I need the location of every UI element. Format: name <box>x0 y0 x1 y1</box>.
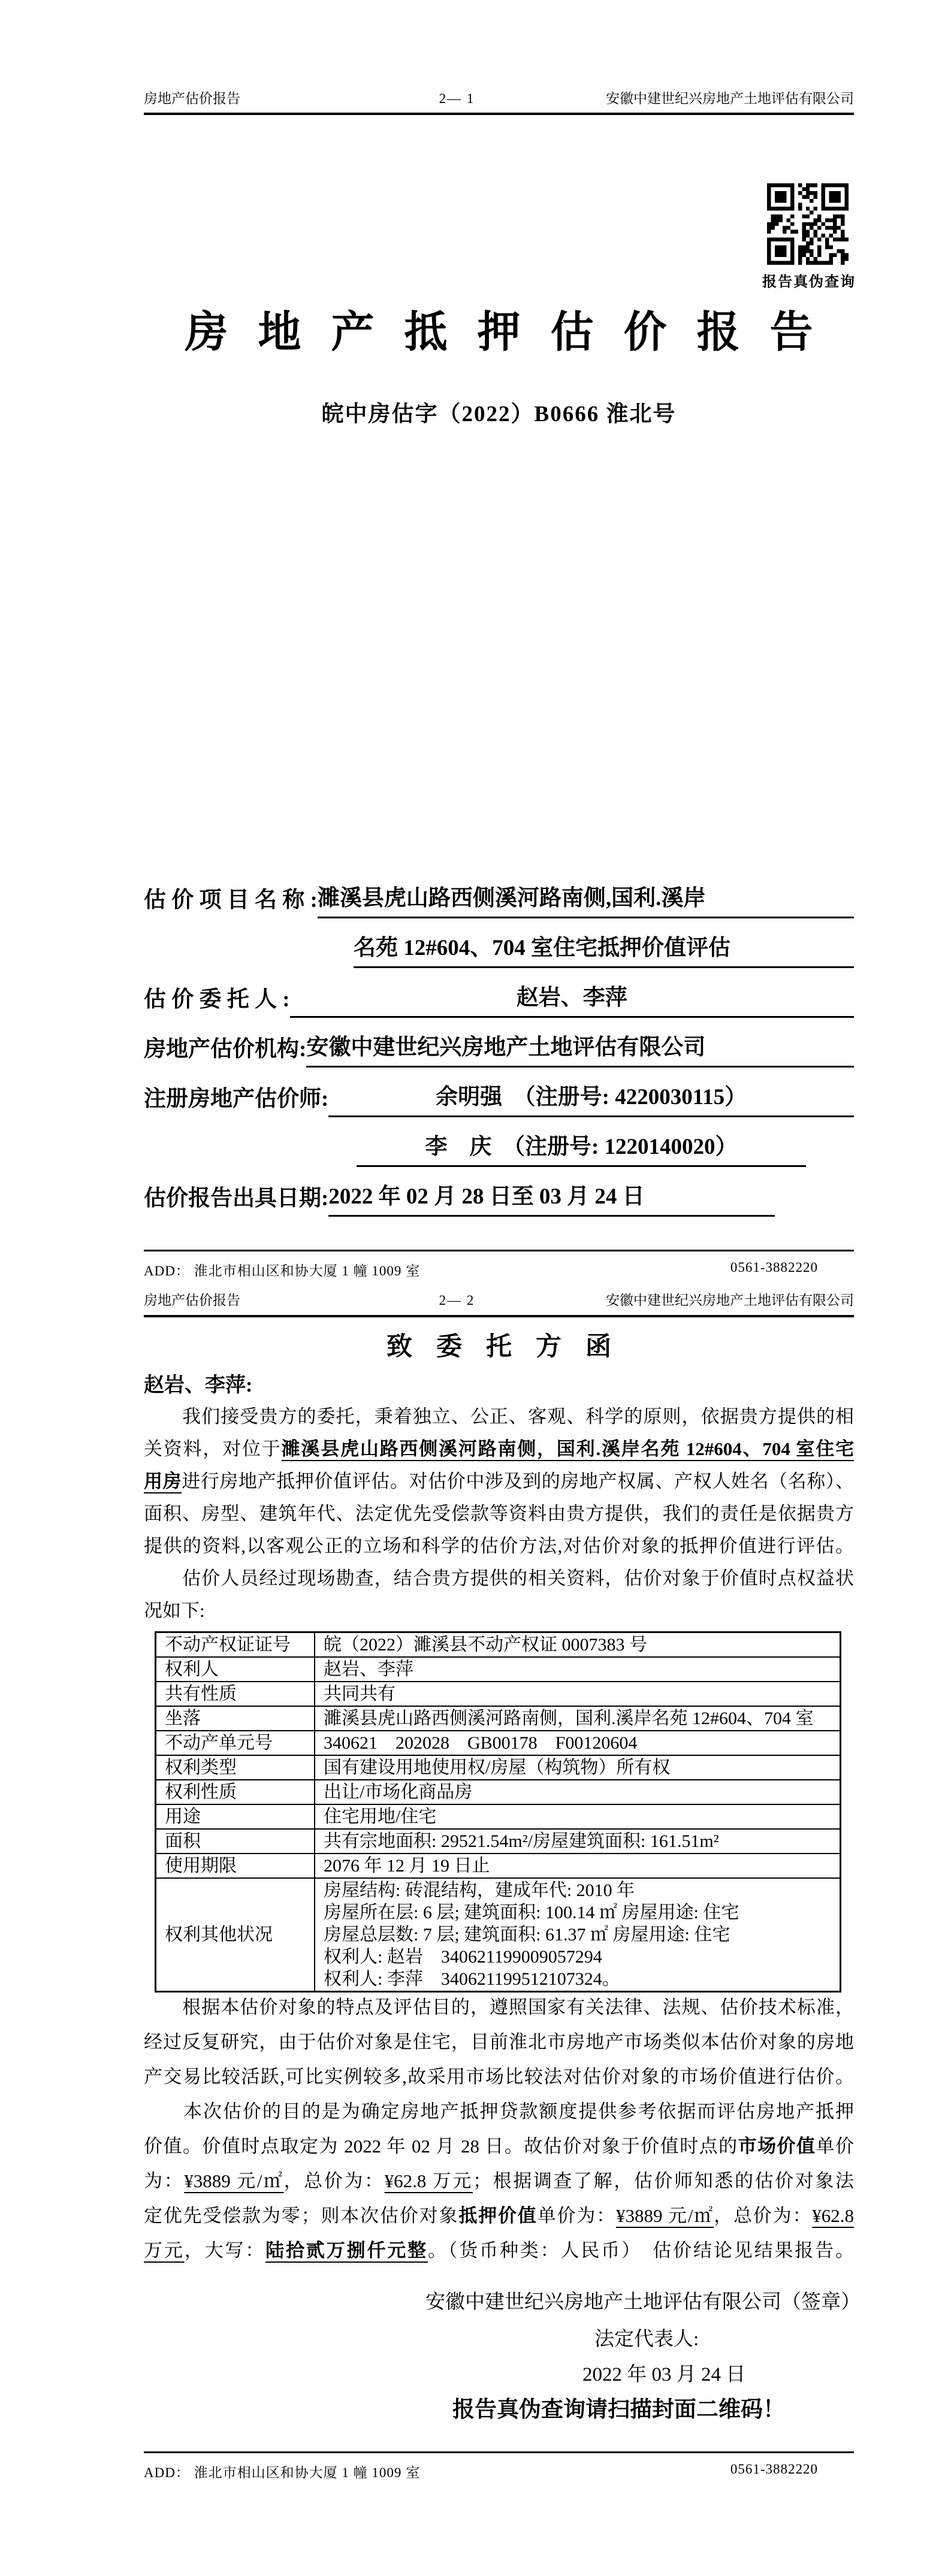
form-label: 估 价 项 目 名 称 : <box>144 888 318 912</box>
text-segment: ¥62.8 <box>812 2205 855 2226</box>
table-row <box>156 1829 841 1854</box>
text-segment: 产交易比较活跃,可比实例较多,故采用市场比较法对估价对象的市场价值进行估价。 <box>144 2066 854 2087</box>
text-line <box>144 1990 854 2025</box>
header-divider-rule <box>144 113 854 115</box>
table-label-cell: 权利其他状况 <box>156 1878 315 1992</box>
table-label-cell: 不动产权证证号 <box>156 1632 315 1658</box>
text-segment: 单价为： <box>537 2205 616 2226</box>
text-line <box>144 1562 854 1595</box>
header-doc-type: 房地产估价报告 <box>144 91 240 106</box>
text-segment: ，总价为： <box>714 2205 813 2226</box>
form-value: 余明强 （注册号: 4220030115） <box>328 1078 854 1117</box>
form-value: 濉溪县虎山路西侧溪河路南侧,国利.溪岸 <box>318 879 854 918</box>
text-segment: 经过反复研究，由于估价对象是住宅，目前淮北市房地产市场类似本估价对象的房地 <box>144 2031 854 2052</box>
table-row <box>156 1632 841 1658</box>
footer-divider-rule <box>144 1250 854 1251</box>
table-label-cell: 权利性质 <box>156 1780 315 1804</box>
text-segment: ，大写： <box>184 2240 266 2261</box>
text-line <box>144 2129 854 2164</box>
text-segment: ¥62.8 万元 <box>384 2170 473 2191</box>
form-row <box>144 968 854 1018</box>
text-segment: 市场价值 <box>738 2136 816 2157</box>
table-row <box>156 1780 841 1804</box>
table-value-cell: 皖（2022）濉溪县不动产权证 0007383 号 <box>315 1632 841 1658</box>
form-value: 安徽中建世纪兴房地产土地评估有限公司 <box>306 1029 854 1068</box>
table-value-cell: 340621 202028 GB00178 F00120604 <box>315 1731 841 1755</box>
form-value: 2022 年 02 月 28 日至 03 月 24 日 <box>328 1178 775 1217</box>
text-line <box>144 2199 854 2233</box>
text-segment: 提供的资料,以客观公正的立场和科学的估价方法,对估价对象的抵押价值进行评估。 <box>144 1535 854 1556</box>
footer-divider-rule <box>144 2451 854 2453</box>
page2-footer <box>144 2451 854 2481</box>
page1-footer <box>144 1250 854 1280</box>
header-page-number: 2— 1 <box>439 91 475 106</box>
letter-paragraph-1 <box>144 1401 854 1627</box>
table-value-cell: 住宅用地/住宅 <box>315 1804 841 1829</box>
text-segment: 。（货币种类：人民币） 估价结论见结果报告。 <box>428 2240 855 2261</box>
letter-salutation: 赵岩、李萍: <box>144 1374 253 1396</box>
form-row <box>144 869 854 918</box>
text-segment: 况如下: <box>144 1600 205 1621</box>
table-label-cell: 用途 <box>156 1804 315 1829</box>
table-row <box>156 1878 841 1992</box>
text-segment: ¥3889 元/㎡ <box>184 2170 284 2191</box>
table-row <box>156 1657 841 1682</box>
text-segment: 定优先受偿款为零；则本次估价对象 <box>144 2205 459 2226</box>
text-segment: 抵押价值 <box>458 2205 538 2226</box>
table-value-cell: 国有建设用地使用权/房屋（构筑物）所有权 <box>315 1755 841 1780</box>
text-segment: 濉溪县虎山路西侧溪河路南侧，国利.溪岸名苑 12#604、704 室住宅 <box>281 1438 855 1459</box>
form-row <box>144 1018 854 1068</box>
header-doc-type: 房地产估价报告 <box>144 1293 240 1308</box>
text-line <box>144 2060 854 2094</box>
page2-header <box>144 1289 854 1317</box>
table-value-cell: 共同共有 <box>315 1682 841 1706</box>
text-line <box>144 1433 854 1465</box>
form-label: 估 价 委 托 人 : <box>144 987 290 1012</box>
text-line <box>144 1595 854 1627</box>
header-company-name: 安徽中建世纪兴房地产土地评估有限公司 <box>606 1293 854 1308</box>
text-segment: 进行房地产抵押价值评估。对估价中涉及到的房地产权属、产权人姓名（名称）、 <box>182 1471 854 1492</box>
text-segment: 用房 <box>144 1471 182 1492</box>
table-value-line: 房屋结构: 砖混结构，建成年代: 2010 年 <box>324 1880 635 1900</box>
text-segment: ¥3889 元/㎡ <box>615 2205 714 2226</box>
text-segment: ；根据调查了解，估价师知悉的估价对象法 <box>472 2170 855 2191</box>
text-segment: 本次估价的目的是为确定房地产抵押贷款额度提供参考依据而评估房地产抵押 <box>144 2101 854 2122</box>
header-company-name: 安徽中建世纪兴房地产土地评估有限公司 <box>606 91 854 106</box>
text-segment: 万元 <box>144 2240 185 2261</box>
table-value-line: 权利人: 赵岩 340621199009057294 <box>324 1947 602 1967</box>
table-label-cell: 权利类型 <box>156 1755 315 1780</box>
table-value-cell: 共有宗地面积: 29521.54m²/房屋建筑面积: 161.51m² <box>315 1829 841 1854</box>
property-rights-table <box>155 1631 841 1993</box>
table-value-line: 房屋总层数: 7 层; 建筑面积: 61.37 ㎡ 房屋用途: 住宅 <box>324 1925 730 1945</box>
page2-footer-row <box>144 2462 854 2481</box>
table-value-line: 房屋所在层: 6 层; 建筑面积: 100.14 ㎡ 房屋用途: 住宅 <box>324 1903 739 1922</box>
table-value-cell: 2076 年 12 月 19 日止 <box>315 1854 841 1878</box>
text-line <box>144 2025 854 2060</box>
table-value-line: 权利人: 李萍 340621199512107324。 <box>324 1969 620 1989</box>
form-label: 注册房地产估价师: <box>144 1087 329 1111</box>
table-row <box>156 1854 841 1878</box>
table-label-cell: 坐落 <box>156 1706 315 1731</box>
text-line <box>144 2164 854 2199</box>
letter-paragraph-2 <box>144 1990 854 2268</box>
letter-title: 致委托方函 <box>387 1333 635 1361</box>
scan-verification-note: 报告真伪查询请扫描封面二维码！ <box>452 2397 785 2422</box>
report-document-number: 皖中房估字（2022）B0666 淮北号 <box>321 402 677 427</box>
header-page-number: 2— 2 <box>439 1293 475 1308</box>
footer-phone: 0561-3882220 <box>730 1260 818 1275</box>
signature-company: 安徽中建世纪兴房地产土地评估有限公司（签章） <box>425 2291 861 2313</box>
text-segment: 单价 <box>816 2136 855 2157</box>
qr-code <box>762 183 853 265</box>
page1-header-row <box>144 87 854 107</box>
page1-header <box>144 87 854 107</box>
table-label-cell: 权利人 <box>156 1657 315 1682</box>
text-segment: ，总价为： <box>283 2170 385 2191</box>
cover-form <box>144 869 854 1217</box>
signature-legal-representative: 法定代表人: <box>594 2329 699 2350</box>
text-segment: 关资料，对位于 <box>144 1438 282 1459</box>
text-line <box>144 2233 854 2268</box>
qr-verification-block <box>762 183 856 291</box>
text-line <box>144 1530 854 1562</box>
signature-date: 2022 年 03 月 24 日 <box>582 2364 746 2385</box>
table-label-cell: 使用期限 <box>156 1854 315 1878</box>
text-segment: 陆拾贰万捌仟元整 <box>265 2240 428 2261</box>
report-title: 房地产抵押估价报告 <box>185 309 843 356</box>
table-row <box>156 1731 841 1755</box>
table-value-cell: 出让/市场化商品房 <box>315 1780 841 1804</box>
table-row <box>156 1755 841 1780</box>
text-line <box>144 1498 854 1530</box>
text-line <box>144 1465 854 1498</box>
text-segment: 估价人员经过现场勘查，结合贵方提供的相关资料，估价对象于价值时点权益状 <box>144 1568 854 1589</box>
table-value-cell: 赵岩、李萍 <box>315 1657 841 1682</box>
page1-footer-row <box>144 1260 854 1280</box>
text-line <box>144 1401 854 1433</box>
table-label-cell: 面积 <box>156 1829 315 1854</box>
table-label-cell: 共有性质 <box>156 1682 315 1706</box>
footer-phone: 0561-3882220 <box>730 2462 818 2477</box>
text-segment: 根据本估价对象的特点及评估目的，遵照国家有关法律、法规、估价技术标准， <box>144 1997 854 2018</box>
table-value-cell: 濉溪县虎山路西侧溪河路南侧，国利.溪岸名苑 12#604、704 室 <box>315 1706 841 1731</box>
text-segment: 为： <box>144 2170 185 2191</box>
footer-address: ADD： 淮北市相山区和协大厦 1 幢 1009 室 <box>144 2465 421 2480</box>
property-rights-table-grid <box>155 1631 841 1993</box>
form-row <box>144 1167 854 1217</box>
qr-caption: 报告真伪查询 <box>762 274 856 290</box>
table-value-cell <box>315 1878 841 1992</box>
form-label: 房地产估价机构: <box>144 1037 307 1062</box>
text-segment: 价值。价值时点取定为 2022 年 02 月 28 日。故估价对象于价值时点的 <box>144 2136 738 2157</box>
form-row <box>144 918 854 968</box>
form-value: 赵岩、李萍 <box>290 979 854 1018</box>
form-row <box>144 1068 854 1117</box>
form-value: 李 庆 （注册号: 1220140020） <box>357 1128 806 1167</box>
page2-header-row <box>144 1289 854 1309</box>
form-value: 名苑 12#604、704 室住宅抵押价值评估 <box>354 929 854 968</box>
table-row <box>156 1804 841 1829</box>
table-row <box>156 1706 841 1731</box>
signature-block <box>144 2284 861 2429</box>
form-row <box>144 1117 854 1167</box>
form-label: 估价报告出具日期: <box>144 1186 329 1211</box>
table-row <box>156 1682 841 1706</box>
header-divider-rule <box>144 1315 854 1317</box>
text-line <box>144 2094 854 2129</box>
footer-address: ADD： 淮北市相山区和协大厦 1 幢 1009 室 <box>144 1263 421 1278</box>
text-segment: 我们接受贵方的委托，秉着独立、公正、客观、科学的原则，依据贵方提供的相 <box>144 1406 854 1427</box>
text-segment: 面积、房型、建筑年代、法定优先受偿款等资料由贵方提供，我们的责任是依据贵方 <box>144 1503 854 1524</box>
table-label-cell: 不动产单元号 <box>156 1731 315 1755</box>
